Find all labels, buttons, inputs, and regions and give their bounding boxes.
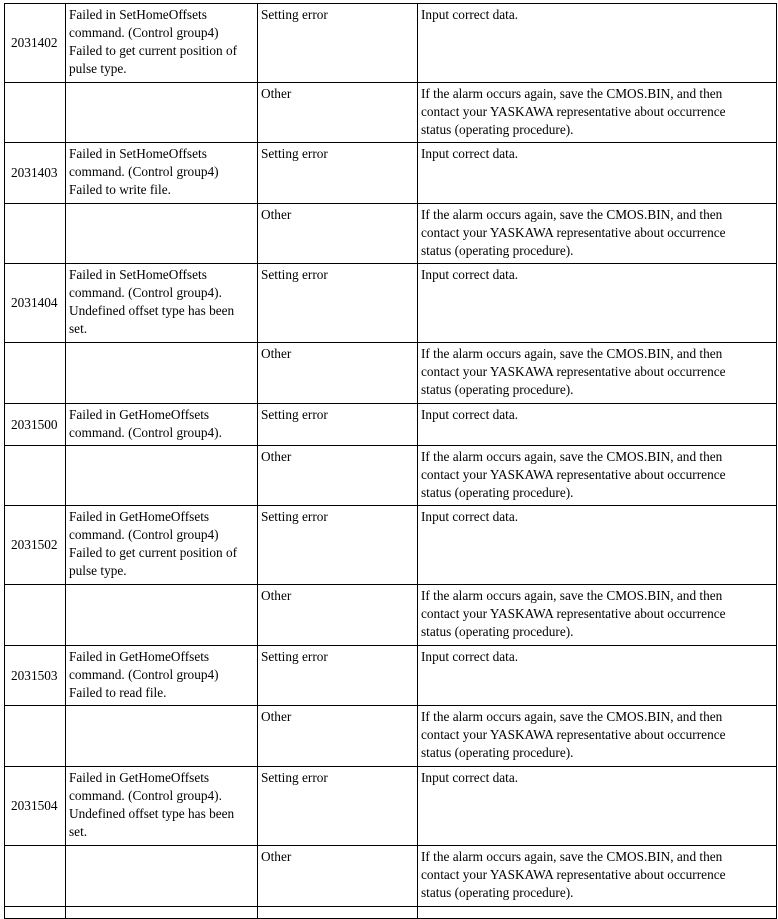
alarm-table-body — [5, 4, 777, 919]
alarm-description-line: Failed to write file. — [69, 182, 171, 197]
alarm-remedy-cell — [418, 446, 777, 506]
alarm-remedy-cell — [418, 907, 777, 919]
table-row — [5, 506, 777, 585]
alarm-remedy-cell — [418, 83, 777, 143]
alarm-description-line: command. (Control group4). — [69, 285, 222, 300]
alarm-remedy-cell — [418, 706, 777, 767]
alarm-description-line: Failed to get current position of — [69, 545, 238, 560]
alarm-description-line: command. (Control group4) — [69, 527, 219, 542]
table-row — [5, 585, 777, 646]
alarm-remedy-line: contact your YASKAWA representative about occurrence — [421, 867, 726, 882]
alarm-description-cell — [66, 264, 258, 343]
alarm-remedy-line: If the alarm occurs again, save the CMOS.BIN, and then — [421, 849, 723, 864]
alarm-description-line: Failed in SetHomeOffsets — [69, 267, 207, 282]
alarm-remedy-line: If the alarm occurs again, save the CMOS.BIN, and then — [421, 207, 723, 222]
alarm-description-line: Failed in GetHomeOffsets — [69, 509, 210, 524]
alarm-remedy-line: If the alarm occurs again, save the CMOS.BIN, and then — [421, 709, 723, 724]
alarm-description-cell — [66, 4, 258, 83]
alarm-description-line: set. — [69, 321, 88, 336]
alarm-description-line: Failed in SetHomeOffsets — [69, 146, 207, 161]
alarm-remedy-line: status (operating procedure). — [421, 243, 574, 258]
alarm-remedy-line: contact your YASKAWA representative about occurrence — [421, 225, 726, 240]
alarm-description-line: Failed in GetHomeOffsets — [69, 649, 210, 664]
table-row — [5, 646, 777, 706]
alarm-description-line: command. (Control group4). — [69, 788, 222, 803]
alarm-cause-cell: Other — [258, 846, 418, 907]
alarm-code-cell — [5, 907, 66, 919]
alarm-remedy-line: status (operating procedure). — [421, 885, 574, 900]
alarm-remedy-line: status (operating procedure). — [421, 745, 574, 760]
alarm-remedy-line: If the alarm occurs again, save the CMOS.BIN, and then — [421, 449, 723, 464]
alarm-cause-cell: Other — [258, 706, 418, 767]
alarm-cause-cell: Setting error — [258, 264, 418, 343]
alarm-cause-cell — [258, 907, 418, 919]
alarm-remedy-cell — [418, 143, 777, 204]
alarm-remedy-line: If the alarm occurs again, save the CMOS.BIN, and then — [421, 86, 723, 101]
alarm-remedy-line: Input correct data. — [421, 267, 519, 282]
table-row — [5, 4, 777, 83]
alarm-cause-cell: Setting error — [258, 404, 418, 446]
alarm-description-line: command. (Control group4). — [69, 425, 222, 440]
alarm-cause-cell: Other — [258, 446, 418, 506]
alarm-remedy-cell — [418, 846, 777, 907]
alarm-code-cell — [5, 706, 66, 767]
alarm-remedy-line: contact your YASKAWA representative about occurrence — [421, 727, 726, 742]
alarm-description-line: Failed to get current position of — [69, 43, 238, 58]
alarm-remedy-line: Input correct data. — [421, 649, 519, 664]
alarm-code-cell: 2031500 — [5, 404, 66, 446]
table-row — [5, 446, 777, 506]
alarm-cause-cell: Setting error — [258, 143, 418, 204]
alarm-cause-cell: Other — [258, 585, 418, 646]
alarm-cause-cell: Other — [258, 343, 418, 404]
alarm-description-cell — [66, 83, 258, 143]
alarm-remedy-line: If the alarm occurs again, save the CMOS.BIN, and then — [421, 346, 723, 361]
alarm-remedy-cell — [418, 404, 777, 446]
alarm-description-cell — [66, 446, 258, 506]
alarm-description-line: Failed to read file. — [69, 685, 167, 700]
alarm-description-line: Failed in GetHomeOffsets — [69, 407, 210, 422]
alarm-cause-cell: Setting error — [258, 506, 418, 585]
table-row — [5, 846, 777, 907]
alarm-remedy-line: Input correct data. — [421, 509, 519, 524]
alarm-cause-cell: Other — [258, 204, 418, 264]
alarm-description-cell — [66, 907, 258, 919]
table-row — [5, 343, 777, 404]
table-row — [5, 706, 777, 767]
alarm-cause-cell: Other — [258, 83, 418, 143]
table-row — [5, 767, 777, 846]
alarm-code-cell: 2031403 — [5, 143, 66, 204]
alarm-code-cell: 2031504 — [5, 767, 66, 846]
alarm-remedy-cell — [418, 204, 777, 264]
alarm-description-line: pulse type. — [69, 563, 127, 578]
alarm-remedy-cell — [418, 343, 777, 404]
alarm-remedy-line: status (operating procedure). — [421, 122, 574, 137]
alarm-code-cell: 2031503 — [5, 646, 66, 706]
alarm-remedy-line: Input correct data. — [421, 7, 519, 22]
alarm-description-line: command. (Control group4) — [69, 25, 219, 40]
alarm-table — [4, 3, 777, 919]
alarm-code-cell: 2031404 — [5, 264, 66, 343]
alarm-description-cell — [66, 767, 258, 846]
alarm-description-cell — [66, 204, 258, 264]
alarm-code-cell — [5, 446, 66, 506]
alarm-description-cell — [66, 404, 258, 446]
alarm-remedy-line: Input correct data. — [421, 407, 519, 422]
alarm-remedy-line: status (operating procedure). — [421, 624, 574, 639]
alarm-remedy-line: Input correct data. — [421, 770, 519, 785]
alarm-description-line: set. — [69, 824, 88, 839]
alarm-description-line: command. (Control group4) — [69, 667, 219, 682]
alarm-remedy-line: contact your YASKAWA representative about occurrence — [421, 104, 726, 119]
table-row — [5, 404, 777, 446]
alarm-remedy-line: status (operating procedure). — [421, 382, 574, 397]
alarm-description-line: Undefined offset type has been — [69, 303, 235, 318]
alarm-code-cell — [5, 343, 66, 404]
alarm-code-cell — [5, 846, 66, 907]
alarm-remedy-cell — [418, 4, 777, 83]
table-row — [5, 83, 777, 143]
alarm-cause-cell: Setting error — [258, 4, 418, 83]
alarm-description-cell — [66, 706, 258, 767]
alarm-remedy-line: contact your YASKAWA representative about occurrence — [421, 606, 726, 621]
alarm-description-line: pulse type. — [69, 61, 127, 76]
table-row — [5, 264, 777, 343]
alarm-code-cell — [5, 204, 66, 264]
table-row — [5, 204, 777, 264]
table-row — [5, 143, 777, 204]
alarm-remedy-line: contact your YASKAWA representative about occurrence — [421, 364, 726, 379]
alarm-description-cell — [66, 646, 258, 706]
alarm-code-cell — [5, 585, 66, 646]
alarm-remedy-cell — [418, 646, 777, 706]
alarm-description-cell — [66, 143, 258, 204]
alarm-cause-cell: Setting error — [258, 767, 418, 846]
alarm-remedy-cell — [418, 767, 777, 846]
alarm-code-cell: 2031502 — [5, 506, 66, 585]
alarm-remedy-line: status (operating procedure). — [421, 485, 574, 500]
alarm-code-cell: 2031402 — [5, 4, 66, 83]
table-row — [5, 907, 777, 919]
alarm-description-cell — [66, 846, 258, 907]
alarm-remedy-cell — [418, 264, 777, 343]
alarm-description-cell — [66, 343, 258, 404]
alarm-description-cell — [66, 585, 258, 646]
alarm-remedy-cell — [418, 506, 777, 585]
alarm-description-line: command. (Control group4) — [69, 164, 219, 179]
alarm-code-cell — [5, 83, 66, 143]
alarm-description-line: Failed in SetHomeOffsets — [69, 7, 207, 22]
alarm-description-line: Undefined offset type has been — [69, 806, 235, 821]
alarm-description-cell — [66, 506, 258, 585]
alarm-remedy-line: contact your YASKAWA representative about occurrence — [421, 467, 726, 482]
alarm-remedy-line: Input correct data. — [421, 146, 519, 161]
alarm-description-line: Failed in GetHomeOffsets — [69, 770, 210, 785]
alarm-cause-cell: Setting error — [258, 646, 418, 706]
alarm-remedy-cell — [418, 585, 777, 646]
alarm-remedy-line: If the alarm occurs again, save the CMOS.BIN, and then — [421, 588, 723, 603]
